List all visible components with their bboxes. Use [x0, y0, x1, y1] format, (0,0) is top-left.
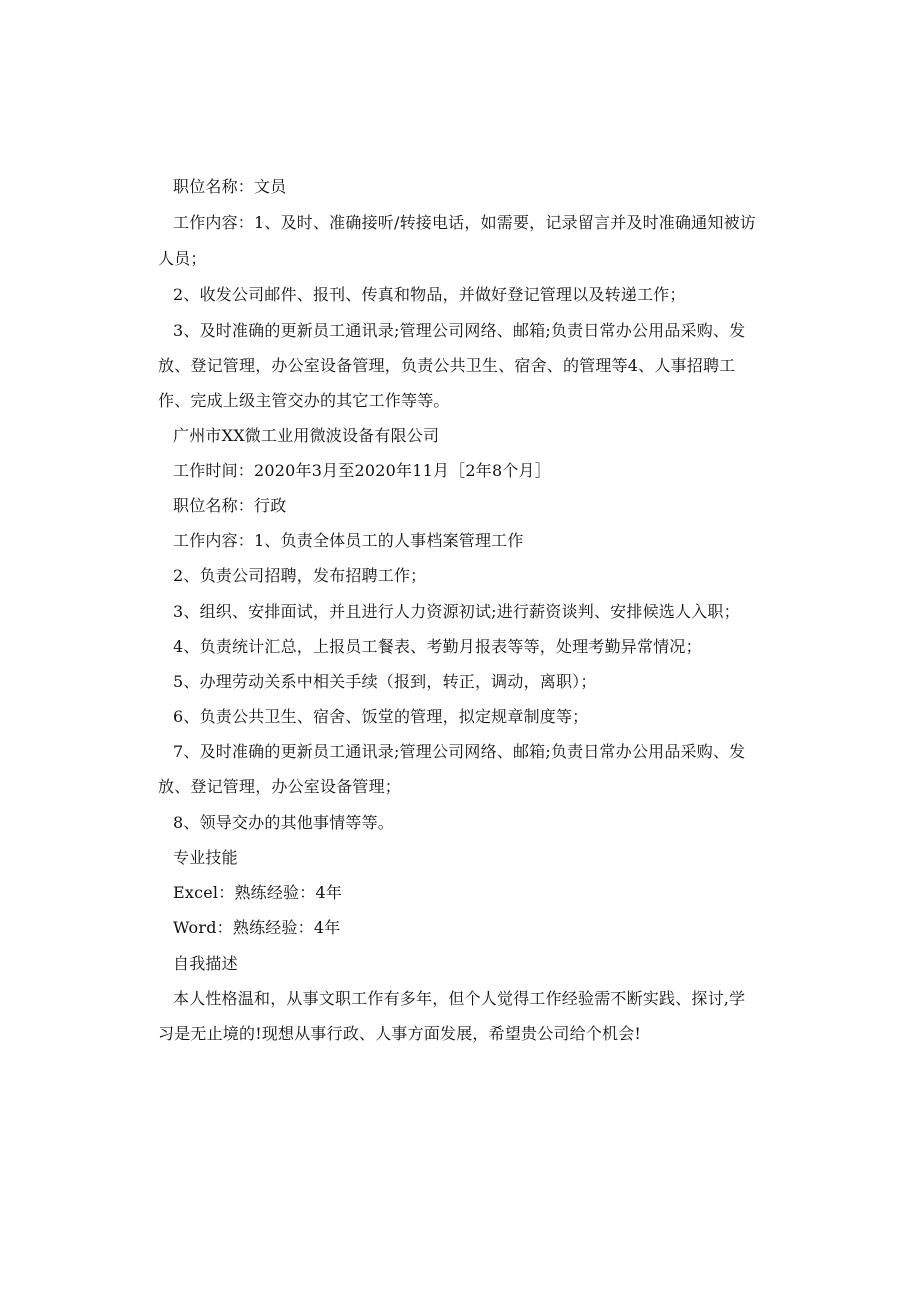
job2-item4: 4、负责统计汇总，上报员工餐表、考勤月报表等等，处理考勤异常情况； — [173, 637, 702, 656]
job1-content-line2: 人员； — [158, 249, 207, 268]
job1-item2: 2、收发公司邮件、报刊、传真和物品，并做好登记管理以及转递工作； — [173, 285, 686, 304]
job2-item5: 5、办理劳动关系中相关手续（报到，转正，调动，离职）； — [173, 672, 597, 691]
job2-company: 广州市XX微工业用微波设备有限公司 — [173, 426, 440, 445]
job2-item6: 6、负责公共卫生、宿舍、饭堂的管理，拟定规章制度等； — [173, 707, 589, 726]
self-description-line1: 本人性格温和，从事文职工作有多年，但个人觉得工作经验需不断实践、探讨,学 — [173, 989, 746, 1008]
skills-heading: 专业技能 — [173, 848, 238, 867]
skill-excel: Excel：熟练经验：4年 — [173, 883, 343, 902]
job1-item3-line1: 3、及时准确的更新员工通讯录;管理公司网络、邮箱;负责日常办公用品采购、发 — [173, 321, 746, 340]
job1-content-line1: 工作内容：1、及时、准确接听/转接电话，如需要，记录留言并及时准确通知被访 — [173, 213, 756, 232]
job1-item3-line2: 放、登记管理，办公室设备管理，负责公共卫生、宿舍、的管理等4、人事招聘工 — [158, 356, 736, 375]
job2-item7-line1: 7、及时准确的更新员工通讯录;管理公司网络、邮箱;负责日常办公用品采购、发 — [173, 742, 746, 761]
job2-time: 工作时间：2020年3月至2020年11月［2年8个月］ — [173, 461, 551, 480]
skill-word: Word：熟练经验：4年 — [173, 918, 341, 937]
job1-position: 职位名称：文员 — [173, 177, 287, 196]
job2-position: 职位名称：行政 — [173, 496, 287, 515]
job2-item3: 3、组织、安排面试，并且进行人力资源初试;进行薪资谈判、安排候选人入职； — [173, 602, 740, 621]
job2-item8: 8、领导交办的其他事情等等。 — [173, 813, 394, 832]
job2-item2: 2、负责公司招聘，发布招聘工作； — [173, 566, 427, 585]
job1-item3-line3: 作、完成上级主管交办的其它工作等等。 — [158, 391, 450, 410]
job2-content: 工作内容：1、负责全体员工的人事档案管理工作 — [173, 531, 524, 550]
self-description-heading: 自我描述 — [173, 954, 238, 973]
self-description-line2: 习是无止境的!现想从事行政、人事方面发展，希望贵公司给个机会! — [158, 1024, 642, 1043]
job2-item7-line2: 放、登记管理，办公室设备管理； — [158, 777, 402, 796]
